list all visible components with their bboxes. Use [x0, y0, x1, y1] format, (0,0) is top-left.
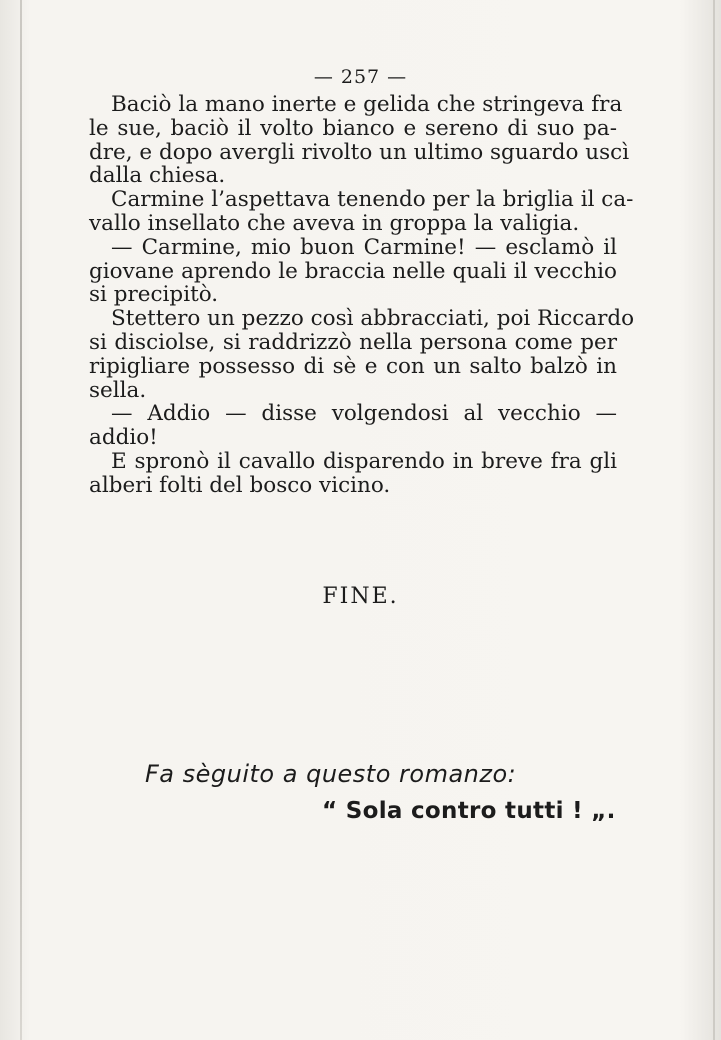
text-line: dalla chiesa.: [89, 163, 226, 189]
text-line: dre, e dopo avergli rivolto un ultimo sguardo uscì: [89, 139, 630, 165]
text-line: si disciolse, si raddrizzò nella persona come per: [89, 329, 617, 355]
text-line: sella.: [89, 377, 147, 403]
text-line: giovane aprendo le braccia nelle quali il vecchio: [89, 258, 617, 284]
text-line: ripigliare possesso di sè e con un salto balzò in: [89, 353, 617, 379]
text-line: Stettero un pezzo così abbracciati, poi Riccardo: [111, 306, 635, 332]
text-line: alberi folti del bosco vicino.: [89, 472, 391, 498]
text-line: E spronò il cavallo disparendo in breve fra gli: [111, 448, 617, 474]
page-number: — 257 —: [313, 66, 408, 88]
body-text: [89, 92, 635, 498]
page-right-edge: [713, 0, 715, 1040]
text-line: Carmine l’aspettava tenendo per la briglia il ca-: [111, 187, 634, 213]
sequel-note: Fa sèguito a questo romanzo:: [145, 760, 517, 788]
text-line: Baciò la mano inerte e gelida che stringeva fra: [111, 92, 623, 117]
page-left-edge: [20, 0, 22, 1040]
text-line: — Carmine, mio buon Carmine! — esclamò il: [111, 234, 617, 260]
text-line: le sue, baciò il volto bianco e sereno di suo pa-: [89, 115, 617, 141]
text-line: si precipitò.: [89, 282, 219, 308]
text-line: — Addio — disse volgendosi al vecchio —: [111, 401, 617, 427]
text-line: addio!: [89, 425, 158, 451]
sequel-title: “ Sola contro tutti ! „.: [322, 798, 616, 824]
text-line: vallo insellato che aveva in groppa la valigia.: [89, 210, 580, 236]
end-mark: FINE.: [322, 584, 399, 609]
